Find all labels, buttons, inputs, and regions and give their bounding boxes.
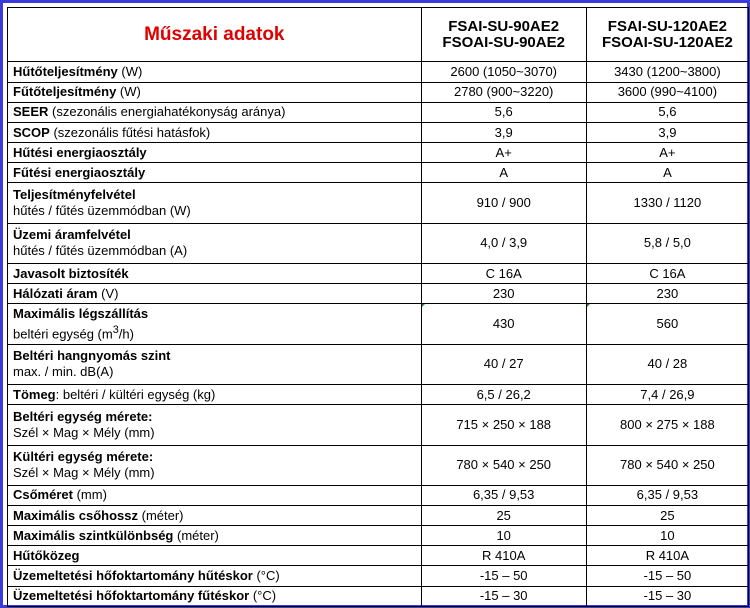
value-model-2: 560 xyxy=(586,304,748,344)
row-label-bold: Beltéri egység mérete: xyxy=(13,408,153,424)
value-model-1: 10 xyxy=(421,526,586,546)
value-model-1: 5,6 xyxy=(421,102,586,122)
row-label xyxy=(8,264,422,284)
row-label-bold: Fűtőteljesítmény xyxy=(13,84,117,100)
model-1-indoor-name: FSAI-SU-90AE2 xyxy=(448,17,560,35)
table-row xyxy=(8,163,749,183)
table-row xyxy=(8,102,749,122)
row-label-rest: (méter) xyxy=(138,507,184,523)
value-model-2: 10 xyxy=(586,526,748,546)
model-header-2 xyxy=(586,8,748,62)
row-label xyxy=(8,566,422,586)
airflow-unit-prefix: beltéri egység (m xyxy=(13,326,113,342)
row-label xyxy=(8,183,422,223)
row-label-rest: (V) xyxy=(97,285,119,301)
row-label xyxy=(8,405,422,445)
value-model-1: 6,5 / 26,2 xyxy=(421,385,586,405)
value-model-2: 3600 (990~4100) xyxy=(586,82,748,102)
value-model-1: 40 / 27 xyxy=(421,344,586,384)
value-model-1: 715 × 250 × 188 xyxy=(421,405,586,445)
table-row xyxy=(8,264,749,284)
row-label xyxy=(8,385,422,405)
row-label xyxy=(8,102,422,122)
value-model-2: 40 / 28 xyxy=(586,344,748,384)
row-label-rest: (W) xyxy=(116,84,141,100)
value-model-2: 800 × 275 × 188 xyxy=(586,405,748,445)
value-model-1: 25 xyxy=(421,505,586,525)
value-model-2: C 16A xyxy=(586,264,748,284)
row-label-rest: : beltéri / kültéri egység (kg) xyxy=(55,386,216,402)
row-label xyxy=(8,62,422,82)
table-row xyxy=(8,526,749,546)
value-model-1: 430 xyxy=(421,304,586,344)
row-label xyxy=(8,163,422,183)
value-model-2: R 410A xyxy=(586,546,748,566)
row-label-sub: hűtés / fűtés üzemmódban (W) xyxy=(13,203,191,219)
row-label-bold: Csőméret xyxy=(13,487,73,503)
header-row xyxy=(8,8,749,62)
row-label xyxy=(8,82,422,102)
value-model-1: 910 / 900 xyxy=(421,183,586,223)
value-model-1: C 16A xyxy=(421,264,586,284)
value-model-2: 3,9 xyxy=(586,122,748,142)
value-model-2: 6,35 / 9,53 xyxy=(586,485,748,505)
row-label-bold: SEER xyxy=(13,104,49,120)
row-label xyxy=(8,505,422,525)
row-label-bold: Maximális csőhossz xyxy=(13,507,138,523)
value-model-1: 4,0 / 3,9 xyxy=(421,223,586,263)
value-model-2: 1330 / 1120 xyxy=(586,183,748,223)
table-row xyxy=(8,223,749,263)
table-title: Műszaki adatok xyxy=(8,8,422,62)
table-row xyxy=(8,284,749,304)
row-label-bold: Maximális légszállítás xyxy=(13,305,149,321)
value-model-2: -15 – 30 xyxy=(586,586,748,606)
row-label-bold: Kültéri egység mérete: xyxy=(13,449,154,465)
row-label-sub: Szél × Mag × Mély (mm) xyxy=(13,465,155,481)
airflow-unit-exponent: 3 xyxy=(112,323,119,336)
table-row xyxy=(8,405,749,445)
row-label xyxy=(8,304,422,344)
row-label-bold: Hűtőteljesítmény xyxy=(13,64,118,80)
value-model-1: 230 xyxy=(421,284,586,304)
row-label-rest: (W) xyxy=(117,64,143,80)
model-1-outdoor-name: FSOAI-SU-90AE2 xyxy=(442,33,565,51)
value-model-2: 5,8 / 5,0 xyxy=(586,223,748,263)
row-label-bold: Hűtőközeg xyxy=(13,547,80,563)
row-label-sub: max. / min. dB(A) xyxy=(13,364,114,380)
row-label xyxy=(8,445,422,485)
row-label-rest: (°C) xyxy=(252,568,280,584)
row-label-bold: Beltéri hangnyomás szint xyxy=(13,348,171,364)
row-label xyxy=(8,143,422,163)
row-label-rest: (méter) xyxy=(173,527,219,543)
table-row xyxy=(8,445,749,485)
table-row xyxy=(8,485,749,505)
value-model-1: -15 – 30 xyxy=(421,586,586,606)
value-model-1: -15 – 50 xyxy=(421,566,586,586)
value-model-2: 3430 (1200~3800) xyxy=(586,62,748,82)
value-model-2: A xyxy=(586,163,748,183)
table-row xyxy=(8,304,749,344)
row-label xyxy=(8,122,422,142)
row-label-sub xyxy=(13,322,416,342)
row-label xyxy=(8,344,422,384)
value-model-1: 2780 (900~3220) xyxy=(421,82,586,102)
row-label-bold: Üzemeltetési hőfoktartomány hűtéskor xyxy=(13,568,253,584)
row-label-bold: Hálózati áram xyxy=(13,285,98,301)
table-row xyxy=(8,143,749,163)
value-model-2: 5,6 xyxy=(586,102,748,122)
table-row xyxy=(8,183,749,223)
row-label-bold: Javasolt biztosíték xyxy=(13,265,129,281)
row-label-bold: Maximális szintkülönbség xyxy=(13,527,174,543)
table-row xyxy=(8,505,749,525)
value-model-2: 7,4 / 26,9 xyxy=(586,385,748,405)
value-model-1: 780 × 540 × 250 xyxy=(421,445,586,485)
row-label-bold: Teljesítményfelvétel xyxy=(13,187,136,203)
table-row xyxy=(8,385,749,405)
row-label-bold: Tömeg xyxy=(13,386,56,402)
value-model-1: A+ xyxy=(421,143,586,163)
spec-table xyxy=(7,7,749,607)
table-row xyxy=(8,82,749,102)
row-label-bold: SCOP xyxy=(13,124,50,140)
row-label-sub: Szél × Mag × Mély (mm) xyxy=(13,424,155,440)
row-label xyxy=(8,526,422,546)
row-label xyxy=(8,586,422,606)
table-row xyxy=(8,62,749,82)
model-2-indoor-name: FSAI-SU-120AE2 xyxy=(607,17,727,35)
table-row xyxy=(8,344,749,384)
row-label-bold: Üzemeltetési hőfoktartomány fűtéskor xyxy=(13,588,250,604)
row-label-rest: (mm) xyxy=(72,487,107,503)
row-label-bold: Üzemi áramfelvétel xyxy=(13,227,131,243)
value-model-1: A xyxy=(421,163,586,183)
value-model-1: 3,9 xyxy=(421,122,586,142)
model-header-1 xyxy=(421,8,586,62)
value-model-2: -15 – 50 xyxy=(586,566,748,586)
row-label xyxy=(8,223,422,263)
row-label xyxy=(8,485,422,505)
row-label-rest: (°C) xyxy=(249,588,277,604)
row-label xyxy=(8,284,422,304)
row-label xyxy=(8,546,422,566)
row-label-rest: (szezonális energiahatékonyság aránya) xyxy=(48,104,286,120)
model-2-outdoor-name: FSOAI-SU-120AE2 xyxy=(601,33,733,51)
table-row xyxy=(8,546,749,566)
value-model-2: 25 xyxy=(586,505,748,525)
value-model-1: R 410A xyxy=(421,546,586,566)
row-label-rest: (szezonális fűtési hatásfok) xyxy=(49,124,211,140)
airflow-unit-suffix: /h) xyxy=(118,326,134,342)
row-label-bold: Fűtési energiaosztály xyxy=(13,164,146,180)
table-row xyxy=(8,122,749,142)
value-model-2: 230 xyxy=(586,284,748,304)
row-label-sub: hűtés / fűtés üzemmódban (A) xyxy=(13,243,188,259)
value-model-2: 780 × 540 × 250 xyxy=(586,445,748,485)
table-row xyxy=(8,586,749,606)
row-label-bold: Hűtési energiaosztály xyxy=(13,144,147,160)
value-model-2: A+ xyxy=(586,143,748,163)
value-model-1: 6,35 / 9,53 xyxy=(421,485,586,505)
table-row xyxy=(8,566,749,586)
value-model-1: 2600 (1050~3070) xyxy=(421,62,586,82)
